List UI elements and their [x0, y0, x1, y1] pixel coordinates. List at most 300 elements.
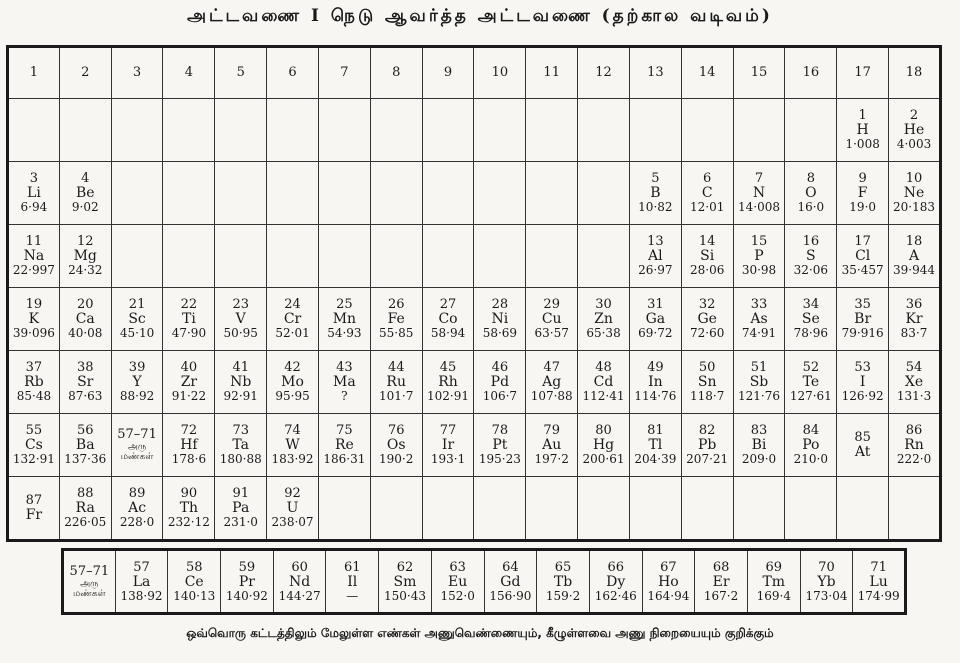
element-mass: 54·93: [327, 326, 362, 340]
element-cell: [163, 477, 215, 541]
element-cell: [733, 351, 785, 414]
element-number: 14: [698, 234, 716, 249]
element-mass: 52·01: [275, 326, 310, 340]
element-number: 92: [284, 486, 301, 501]
element-cell: [733, 99, 785, 162]
element-cell: [370, 477, 422, 541]
element-symbol: Pd: [490, 374, 510, 390]
element-cell: [578, 225, 630, 288]
element-symbol: U: [286, 500, 299, 516]
element-cell: [837, 162, 889, 225]
element-mass: 169·4: [756, 588, 791, 603]
element-symbol: Zn: [594, 311, 613, 327]
element-mass: 118·7: [690, 389, 725, 403]
element-cell: [537, 550, 590, 614]
element-number: 55: [25, 423, 43, 438]
element-symbol: அரு: [127, 442, 147, 452]
element-cell: [578, 351, 630, 414]
element-number: 52: [802, 360, 820, 375]
element-mass: 58·69: [482, 326, 518, 340]
element-cell: [163, 99, 215, 162]
element-number: 34: [802, 297, 820, 312]
group-number: 18: [889, 47, 941, 99]
element-cell: [267, 288, 319, 351]
group-number: 5: [215, 47, 267, 99]
element-mass: 152·0: [440, 588, 475, 603]
element-number: 77: [439, 423, 457, 438]
element-cell: [681, 225, 733, 288]
element-cell: [526, 162, 578, 225]
element-mass: 26·97: [638, 263, 673, 277]
period-row: [8, 225, 941, 288]
lanthanide-row: [63, 550, 906, 614]
element-number: 53: [854, 360, 871, 375]
element-symbol: At: [854, 444, 871, 460]
element-number: 91: [232, 486, 249, 501]
element-number: 78: [491, 423, 509, 438]
element-symbol: Cd: [593, 374, 614, 390]
group-number: 10: [474, 47, 526, 99]
element-number: 74: [284, 423, 301, 438]
element-cell: [422, 288, 474, 351]
element-mass: 204·39: [634, 452, 677, 466]
element-symbol: Y: [132, 374, 142, 390]
element-cell: [59, 99, 111, 162]
element-mass: 121·76: [738, 389, 780, 403]
element-number: 57: [133, 559, 150, 575]
element-number: 66: [607, 559, 624, 575]
element-mass: 238·07: [271, 515, 314, 529]
element-symbol: Gd: [500, 573, 521, 590]
element-cell: [889, 414, 941, 477]
element-symbol: Mg: [73, 248, 97, 264]
element-number: 49: [647, 360, 664, 375]
element-number: 41: [232, 360, 249, 375]
element-number: 15: [750, 234, 768, 249]
group-number: 14: [681, 47, 733, 99]
element-symbol: Tb: [553, 573, 573, 590]
element-number: 72: [180, 423, 198, 438]
element-number: 57–71: [69, 563, 110, 579]
element-cell: [889, 351, 941, 414]
element-mass: 159·2: [545, 588, 581, 603]
element-number: 57–71: [117, 427, 157, 442]
element-cell: [474, 99, 526, 162]
group-number: 13: [629, 47, 681, 99]
element-symbol: Po: [802, 437, 820, 453]
element-cell: [59, 162, 111, 225]
element-number: 65: [554, 559, 572, 575]
element-cell: [370, 351, 422, 414]
element-cell: [629, 414, 681, 477]
element-symbol: W: [285, 437, 300, 453]
element-number: 54: [905, 360, 923, 375]
element-cell: [431, 550, 484, 614]
group-number: 7: [318, 47, 370, 99]
element-mass: 106·7: [482, 389, 518, 403]
element-mass: 12·01: [690, 200, 725, 214]
element-cell: [837, 351, 889, 414]
element-number: 79: [543, 423, 560, 438]
element-cell: [267, 414, 319, 477]
element-cell: [785, 351, 837, 414]
element-number: 86: [905, 423, 923, 438]
element-number: 31: [647, 297, 664, 312]
element-mass: 83·7: [900, 326, 928, 340]
element-number: 11: [25, 234, 43, 249]
element-cell: [111, 477, 163, 541]
element-cell: [8, 225, 60, 288]
element-cell: [59, 414, 111, 477]
element-number: 87: [25, 493, 43, 508]
element-cell: [837, 99, 889, 162]
element-mass: 32·06: [793, 263, 829, 277]
element-cell: [733, 225, 785, 288]
element-mass: 200·61: [582, 452, 625, 466]
element-cell: [111, 162, 163, 225]
element-symbol: Na: [23, 248, 45, 264]
element-mass: 30·98: [741, 263, 777, 277]
element-cell: [215, 351, 267, 414]
period-row: [8, 162, 941, 225]
element-mass: 209·0: [741, 452, 777, 466]
element-number: 3: [29, 171, 39, 186]
element-cell: [681, 351, 733, 414]
element-mass: மண்கள்: [73, 588, 106, 599]
element-symbol: Ge: [697, 311, 717, 327]
element-cell: [163, 351, 215, 414]
element-mass: 74·91: [741, 326, 777, 340]
element-number: 5: [651, 171, 660, 186]
element-cell: [733, 414, 785, 477]
element-number: 4: [81, 171, 90, 186]
element-mass: 92·91: [223, 389, 258, 403]
element-number: 16: [802, 234, 820, 249]
element-cell: [629, 351, 681, 414]
period-row: [8, 414, 941, 477]
element-symbol: Ra: [75, 500, 95, 516]
element-symbol: Er: [712, 573, 730, 590]
element-cell: [889, 225, 941, 288]
element-cell: [370, 162, 422, 225]
element-number: 25: [336, 297, 353, 312]
element-symbol: Re: [334, 437, 354, 453]
element-number: 56: [76, 423, 94, 438]
element-symbol: Zr: [180, 374, 198, 390]
element-number: 36: [905, 297, 923, 312]
element-cell: [267, 351, 319, 414]
element-symbol: Sn: [697, 374, 717, 390]
element-cell: [474, 288, 526, 351]
group-header-row: [8, 47, 941, 99]
element-mass: 40·08: [68, 326, 103, 340]
element-mass: 190·2: [379, 452, 414, 466]
element-cell: [733, 162, 785, 225]
element-number: 30: [595, 297, 612, 312]
element-mass: 232·12: [167, 515, 210, 529]
element-symbol: K: [28, 311, 40, 327]
element-mass: 140·92: [225, 588, 268, 603]
element-mass: 156·90: [489, 588, 532, 603]
element-cell: [889, 477, 941, 541]
element-number: 23: [232, 297, 249, 312]
element-cell: [785, 477, 837, 541]
group-number: 4: [163, 47, 215, 99]
element-number: 44: [387, 360, 405, 375]
element-number: 90: [180, 486, 198, 501]
element-symbol: Ni: [491, 311, 509, 327]
group-number: 2: [59, 47, 111, 99]
element-symbol: Rn: [904, 437, 924, 453]
element-mass: 28·06: [690, 263, 725, 277]
element-cell: [484, 550, 537, 614]
element-mass: 35·457: [841, 263, 884, 277]
element-cell: [318, 477, 370, 541]
element-symbol: Te: [802, 374, 820, 390]
element-mass: 22·997: [12, 263, 55, 277]
element-cell: [59, 477, 111, 541]
element-mass: 50·95: [223, 326, 258, 340]
element-cell: [695, 550, 748, 614]
element-cell: [889, 288, 941, 351]
element-symbol: Il: [347, 573, 358, 590]
element-cell: [681, 99, 733, 162]
period-row: [8, 351, 941, 414]
element-symbol: Ba: [75, 437, 95, 453]
element-symbol: Fe: [387, 311, 405, 327]
element-mass: 183·92: [271, 452, 314, 466]
element-number: 48: [595, 360, 612, 375]
element-cell: [111, 414, 163, 477]
element-number: 75: [336, 423, 353, 438]
element-mass: 9·02: [71, 200, 99, 214]
element-symbol: Xe: [904, 374, 924, 390]
element-cell: [422, 477, 474, 541]
element-symbol: Sr: [77, 374, 94, 390]
element-cell: [318, 162, 370, 225]
element-cell: [589, 550, 642, 614]
element-mass: 114·76: [634, 389, 677, 403]
element-symbol: Ho: [658, 573, 679, 590]
element-symbol: Dy: [606, 573, 626, 590]
element-number: 7: [754, 171, 764, 186]
element-cell: [578, 162, 630, 225]
element-symbol: Li: [27, 185, 41, 201]
element-mass: 173·04: [805, 588, 848, 603]
element-number: 62: [396, 559, 414, 575]
period-row: [8, 99, 941, 162]
element-symbol: Pa: [232, 500, 250, 516]
element-symbol: Pr: [238, 573, 255, 590]
element-cell: [163, 288, 215, 351]
element-number: 38: [76, 360, 94, 375]
group-number: 15: [733, 47, 785, 99]
element-symbol: A: [908, 248, 920, 264]
element-symbol: Ga: [645, 311, 666, 327]
element-symbol: Sm: [393, 573, 417, 590]
element-mass: ?: [341, 389, 348, 403]
element-cell: [379, 550, 432, 614]
element-mass: 226·05: [64, 515, 107, 529]
element-number: 22: [180, 297, 198, 312]
element-mass: 210·0: [793, 452, 829, 466]
element-symbol: B: [650, 185, 661, 201]
element-mass: 6·94: [20, 200, 48, 214]
element-number: 13: [647, 234, 664, 249]
element-number: 32: [698, 297, 716, 312]
element-number: 35: [854, 297, 871, 312]
element-cell: [474, 351, 526, 414]
element-cell: [629, 288, 681, 351]
element-mass: 101·7: [379, 389, 414, 403]
element-number: 88: [76, 486, 94, 501]
element-cell: [63, 550, 116, 614]
element-mass: 140·13: [173, 588, 216, 603]
element-cell: [370, 288, 422, 351]
element-number: 59: [238, 559, 256, 575]
element-symbol: Ta: [232, 437, 250, 453]
element-mass: 63·57: [534, 326, 569, 340]
element-mass: 231·0: [223, 515, 258, 529]
element-cell: [785, 414, 837, 477]
element-number: 6: [703, 171, 712, 186]
element-symbol: Mn: [332, 311, 357, 327]
element-number: 45: [439, 360, 457, 375]
element-symbol: I: [859, 374, 866, 390]
element-mass: மண்கள்: [120, 452, 154, 462]
element-cell: [629, 477, 681, 541]
element-mass: 127·61: [789, 389, 832, 403]
element-symbol: He: [903, 122, 925, 138]
element-cell: [733, 477, 785, 541]
element-mass: 58·94: [430, 326, 466, 340]
element-number: 63: [449, 559, 466, 575]
element-mass: 14·008: [738, 200, 780, 214]
element-number: 61: [344, 559, 361, 575]
element-cell: [267, 225, 319, 288]
element-symbol: அரு: [80, 578, 99, 589]
periodic-table: [6, 45, 942, 542]
group-number: 16: [785, 47, 837, 99]
element-symbol: Th: [179, 500, 199, 516]
element-cell: [889, 162, 941, 225]
element-mass: 112·41: [582, 389, 625, 403]
element-mass: 88·92: [119, 389, 155, 403]
element-cell: [318, 414, 370, 477]
element-cell: [267, 99, 319, 162]
element-cell: [422, 351, 474, 414]
element-symbol: Sc: [128, 311, 146, 327]
element-number: 37: [25, 360, 43, 375]
element-symbol: As: [750, 311, 768, 327]
element-cell: [629, 225, 681, 288]
element-symbol: Ag: [542, 374, 562, 390]
element-mass: 39·944: [893, 263, 936, 277]
element-cell: [578, 288, 630, 351]
element-symbol: Bi: [751, 437, 767, 453]
element-symbol: O: [805, 185, 817, 201]
element-number: 18: [905, 234, 923, 249]
element-symbol: S: [806, 248, 816, 264]
element-cell: [59, 288, 111, 351]
element-number: 1: [858, 108, 867, 123]
element-cell: [837, 225, 889, 288]
element-mass: 78·96: [793, 326, 829, 340]
element-cell: [474, 414, 526, 477]
element-number: 2: [909, 108, 919, 123]
element-symbol: Si: [700, 248, 715, 264]
element-cell: [370, 414, 422, 477]
group-number: 11: [526, 47, 578, 99]
element-cell: [785, 99, 837, 162]
element-mass: 137·36: [64, 452, 107, 466]
group-number: 12: [578, 47, 630, 99]
element-cell: [526, 477, 578, 541]
element-cell: [8, 477, 60, 541]
element-symbol: Ti: [181, 311, 196, 327]
element-mass: 150·43: [383, 588, 426, 603]
element-number: 12: [76, 234, 94, 249]
element-symbol: Sb: [749, 374, 769, 390]
element-symbol: Lu: [869, 573, 888, 590]
element-symbol: Kr: [905, 311, 923, 327]
element-cell: [8, 414, 60, 477]
group-number: 8: [370, 47, 422, 99]
element-symbol: Be: [75, 185, 95, 201]
element-cell: [215, 99, 267, 162]
element-cell: [785, 288, 837, 351]
element-mass: 167·2: [703, 588, 739, 603]
element-cell: [681, 288, 733, 351]
element-symbol: Fr: [25, 507, 43, 523]
element-symbol: Co: [438, 311, 458, 327]
element-number: 9: [858, 171, 867, 186]
element-cell: [8, 162, 60, 225]
element-mass: 102·91: [427, 389, 470, 403]
element-cell: [422, 414, 474, 477]
element-mass: 222·0: [896, 452, 932, 466]
element-number: 29: [543, 297, 560, 312]
element-cell: [422, 162, 474, 225]
element-number: 27: [439, 297, 457, 312]
element-cell: [629, 162, 681, 225]
element-symbol: La: [132, 573, 151, 590]
element-symbol: Au: [542, 437, 562, 453]
element-symbol: C: [701, 185, 713, 201]
element-mass: 45·10: [119, 326, 155, 340]
page-title: அட்டவணை I நெடு ஆவர்த்த அட்டவணை (தற்கால வடிவம்): [187, 6, 773, 26]
element-mass: 4·003: [896, 137, 932, 151]
element-cell: [474, 225, 526, 288]
element-symbol: Al: [648, 248, 663, 264]
element-number: 67: [660, 559, 677, 575]
element-mass: 131·3: [896, 389, 932, 403]
group-number: 17: [837, 47, 889, 99]
element-cell: [318, 288, 370, 351]
element-cell: [474, 477, 526, 541]
element-number: 33: [750, 297, 768, 312]
element-symbol: Yb: [817, 573, 836, 590]
element-number: 83: [750, 423, 768, 438]
element-mass: 19·0: [849, 200, 877, 214]
element-mass: 79·916: [841, 326, 884, 340]
element-symbol: N: [752, 185, 766, 201]
element-cell: [370, 225, 422, 288]
element-cell: [681, 414, 733, 477]
element-number: 21: [128, 297, 146, 312]
element-mass: 39·096: [12, 326, 55, 340]
element-mass: 24·32: [68, 263, 103, 277]
